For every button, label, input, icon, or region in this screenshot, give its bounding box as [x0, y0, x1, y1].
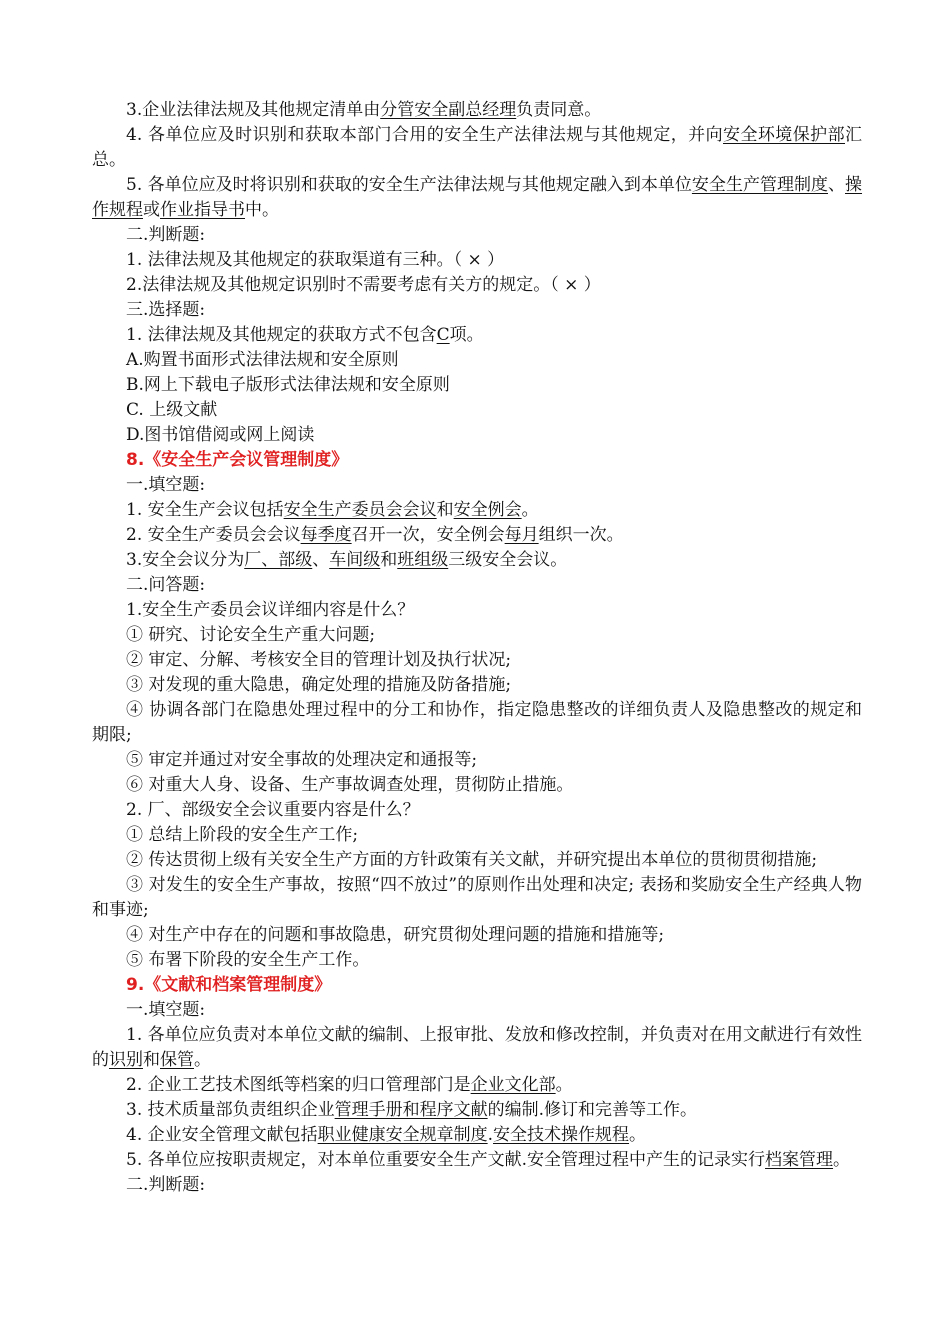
answer-blank: 操作规程 [92, 175, 863, 220]
answer-blank: 管理手册和程序文献 [334, 1100, 488, 1120]
section-heading: 二.判断题: [126, 225, 206, 245]
answer-blank: 识别 [109, 1050, 143, 1070]
judge-item: 2.法律法规及其他规定识别时不需要考虑有关方的规定。（ × ） [126, 275, 601, 295]
answer-blank: 车间级 [329, 550, 381, 570]
qa-answer-item: ⑥ 对重大人身、设备、生产事故调查处理，贯彻防止措施。 [126, 775, 574, 795]
answer-blank: 分管安全副总经理 [380, 100, 517, 120]
s8-fill-1: 1. 安全生产会议包括安全生产委员会会议和安全例会。 [126, 500, 539, 520]
section-heading: 二.问答题: [126, 575, 206, 595]
s9-fill-2: 2. 企业工艺技术图纸等档案的归口管理部门是企业文化部。 [126, 1075, 573, 1095]
document-page [92, 98, 862, 1198]
choice-option: B.网上下载电子版形式法律法规和安全原则 [126, 375, 450, 395]
choice-question: 1. 法律法规及其他规定的获取方式不包含C项。 [126, 325, 484, 345]
answer-blank: 作业指导书 [160, 200, 245, 220]
s7-fill-3: 3.企业法律法规及其他规定清单由分管安全副总经理负责同意。 [126, 100, 602, 120]
section-heading: 二.判断题: [126, 1175, 206, 1195]
answer-blank: 安全生产委员会会议 [283, 500, 437, 520]
s9-fill-5: 5. 各单位应按职责规定，对本单位重要安全生产文献.安全管理过程中产生的记录实行档案管理。 [126, 1150, 851, 1170]
answer-blank: 安全环境保护部 [723, 125, 845, 145]
section-heading: 三.选择题: [126, 300, 206, 320]
choice-option: C. 上级文献 [126, 400, 218, 420]
judge-item: 1. 法律法规及其他规定的获取渠道有三种。（ × ） [126, 250, 505, 270]
qa-answer-item: ② 传达贯彻上级有关安全生产方面的方针政策有关文献，并研究提出本单位的贯彻贯彻措施; [126, 850, 818, 870]
qa-question: 1.安全生产委员会议详细内容是什么？ [126, 600, 415, 620]
qa-answer-item: ③ 对发现的重大隐患，确定处理的措施及防备措施; [126, 675, 512, 695]
qa-answer-item: ② 审定、分解、考核安全目的管理计划及执行状况; [126, 650, 512, 670]
answer-blank: 档案管理 [765, 1150, 834, 1170]
qa-answer-item: ③ 对发生的安全生产事故，按照“四不放过”的原则作出处理和决定; 表扬和奖励安全生产经典人物和事迹; [92, 875, 862, 920]
choice-option: A.购置书面形式法律法规和安全原则 [126, 350, 399, 370]
qa-answer-item: ④ 对生产中存在的问题和事故隐患，研究贯彻处理问题的措施和措施等; [126, 925, 665, 945]
answer-blank: 企业文化部 [470, 1075, 556, 1095]
section-heading: 一.填空题: [126, 475, 206, 495]
chapter-title: 9.《文献和档案管理制度》 [126, 975, 332, 995]
qa-answer-item: ① 总结上阶段的安全生产工作; [126, 825, 359, 845]
chapter-title: 8.《安全生产会议管理制度》 [126, 450, 349, 470]
section-heading: 一.填空题: [126, 1000, 206, 1020]
s9-fill-4: 4. 企业安全管理文献包括职业健康安全规章制度.安全技术操作规程。 [126, 1125, 647, 1145]
answer-blank: 厂、部级 [244, 550, 313, 570]
s7-fill-5: 5. 各单位应及时将识别和获取的安全生产法律法规与其他规定融入到本单位安全生产管理制度、操作规程或作业指导书中。 [92, 175, 863, 220]
s9-fill-3: 3. 技术质量部负责组织企业管理手册和程序文献的编制.修订和完善等工作。 [126, 1100, 698, 1120]
qa-answer-item: ⑤ 审定并通过对安全事故的处理决定和通报等; [126, 750, 478, 770]
answer-blank: 职业健康安全规章制度 [317, 1125, 488, 1145]
qa-answer-item: ① 研究、讨论安全生产重大问题; [126, 625, 376, 645]
answer-blank: 安全例会 [453, 500, 522, 520]
answer-blank: 每季度 [300, 525, 352, 545]
s8-fill-3: 3.安全会议分为厂、部级、车间级和班组级三级安全会议。 [126, 550, 568, 570]
answer-blank: 保管 [160, 1050, 194, 1070]
answer-blank: C [436, 325, 450, 345]
choice-option: D.图书馆借阅或网上阅读 [126, 425, 315, 445]
answer-blank: 每月 [504, 525, 539, 545]
qa-answer-item: ④ 协调各部门在隐患处理过程中的分工和协作，指定隐患整改的详细负责人及隐患整改的规定和期限; [92, 700, 862, 745]
qa-answer-item: ⑤ 布署下阶段的安全生产工作。 [126, 950, 370, 970]
qa-question: 2. 厂、部级安全会议重要内容是什么？ [126, 800, 420, 820]
answer-blank: 班组级 [397, 550, 449, 570]
answer-blank: 安全生产管理制度 [691, 175, 828, 195]
s8-fill-2: 2. 安全生产委员会会议每季度召开一次，安全例会每月组织一次。 [126, 525, 624, 545]
answer-blank: 安全技术操作规程 [493, 1125, 630, 1145]
s9-fill-1: 1. 各单位应负责对本单位文献的编制、上报审批、发放和修改控制，并负责对在用文献进行有效性的识别和保管。 [92, 1025, 862, 1070]
s7-fill-4: 4. 各单位应及时识别和获取本部门合用的安全生产法律法规与其他规定，并向安全环境保护部汇总。 [92, 125, 862, 170]
